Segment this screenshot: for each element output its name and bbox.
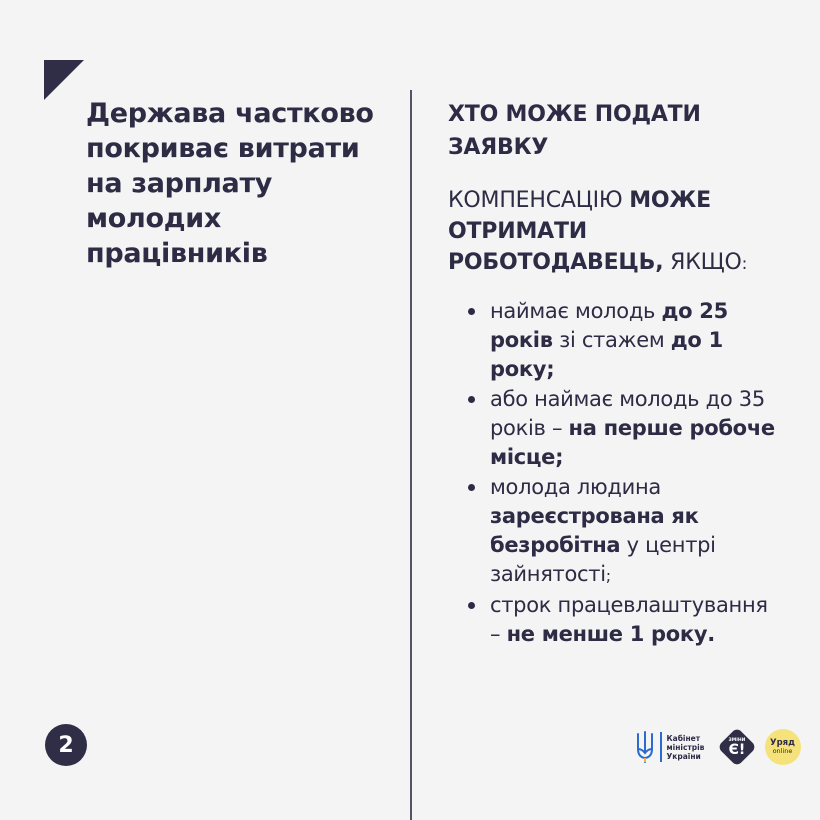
- page-number-badge: [45, 724, 87, 766]
- title-line: Держава частково: [86, 98, 374, 129]
- item-text: ;: [605, 566, 611, 585]
- item-text: строк працевлаштування –: [490, 593, 768, 646]
- list-item: [448, 473, 778, 590]
- cabinet-logo-text: [667, 734, 707, 761]
- page-title: [86, 96, 386, 271]
- list-item: [448, 297, 778, 384]
- bullet-icon: [468, 308, 475, 315]
- page-number: 2: [58, 732, 74, 758]
- item-text: наймає молодь: [490, 299, 662, 323]
- cabinet-line: України: [666, 751, 701, 761]
- heading-line: ЗАЯВКУ: [448, 135, 549, 160]
- uryad-text: Уряд: [770, 738, 795, 748]
- logo-separator: [660, 732, 662, 762]
- item-bold: зареєстрована як безробітна: [490, 504, 699, 557]
- zminy-letter: Є!: [728, 741, 745, 758]
- bullet-icon: [468, 484, 475, 491]
- item-text: у центрі зайнятості: [490, 533, 716, 586]
- item-bold: не менше 1 року.: [506, 622, 715, 646]
- online-text: online: [772, 747, 793, 755]
- bullet-icon: [468, 602, 475, 609]
- list-item: [448, 591, 778, 649]
- intro-part1: КОМПЕНСАЦІЮ: [448, 188, 630, 213]
- item-bold: до 1 року;: [490, 328, 723, 381]
- intro-part2: ЯКЩО: [663, 250, 742, 275]
- title-line: молодих: [86, 203, 221, 234]
- trident-icon: [635, 731, 655, 763]
- intro-colon: :: [741, 254, 748, 274]
- cabinet-line: міністрів: [666, 742, 705, 752]
- list-item: [448, 385, 778, 472]
- bullet-icon: [468, 396, 475, 403]
- title-line: на зарплату: [86, 168, 273, 199]
- zminy-top-text: ЗМІНИ: [728, 737, 745, 743]
- conditions-list: [448, 297, 778, 649]
- item-text: молода людина: [490, 475, 661, 499]
- vertical-divider: [410, 90, 412, 820]
- title-line: працівників: [86, 238, 268, 269]
- eligibility-section: [448, 98, 778, 650]
- item-text: або наймає молодь до 35 років –: [490, 387, 765, 440]
- item-text: зі стажем: [552, 328, 671, 352]
- corner-triangle-decoration: [44, 60, 84, 100]
- footer-logos: [635, 726, 801, 768]
- intro-bold: МОЖЕ ОТРИМАТИ РОБОТОДАВЕЦЬ,: [448, 188, 711, 275]
- heading-line: ХТО МОЖЕ ПОДАТИ: [448, 102, 701, 127]
- uryad-online-logo: [765, 729, 801, 765]
- item-bold: до 25 років: [490, 299, 728, 352]
- section-heading: [448, 98, 778, 164]
- intro-text: [448, 185, 778, 280]
- cabinet-line: Кабінет: [666, 733, 701, 743]
- item-bold: на перше робоче місце;: [490, 416, 775, 469]
- zminy-logo: [717, 727, 757, 767]
- title-line: покриває витрати: [86, 133, 360, 164]
